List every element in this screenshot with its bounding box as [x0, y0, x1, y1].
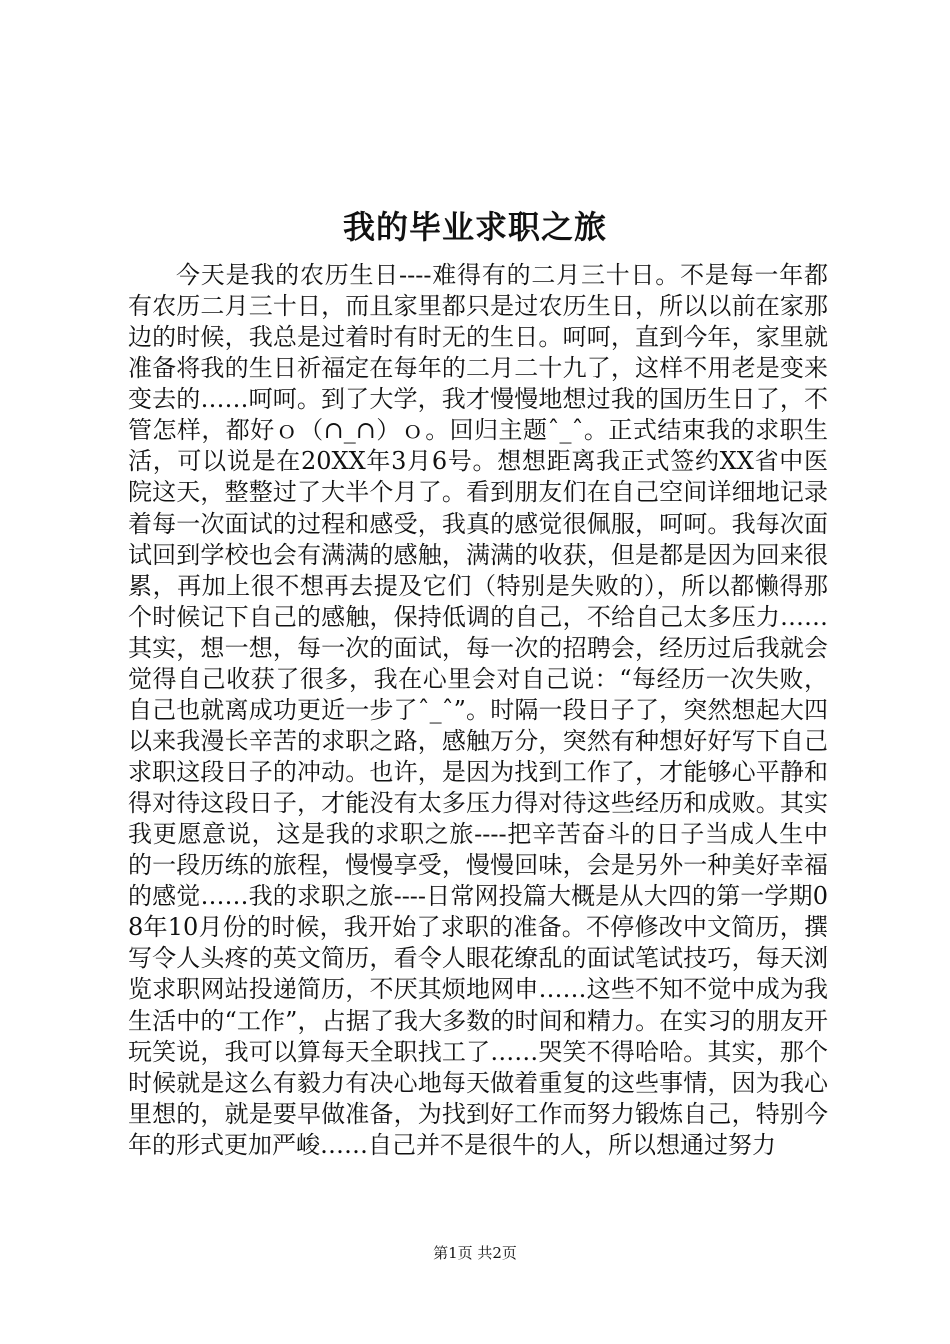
- document-title: 我的毕业求职之旅: [342, 208, 607, 247]
- document-body-paragraph: 今天是我的农历生日----难得有的二月三十日。不是每一年都有农历二月三十日，而且家里都只是过农历生日，所以以前在家那边的时候，我总是过着时有时无的生日。呵呵，直到今年，家里就准备将我的生日祈福定在每年的二月二十九了，这样不用老是变来变去的……呵呵。到了大学，我才慢慢地想过我的国历生日了，不管怎样，都好ｏ（∩_∩）ｏ。回归主题ˆ_ˆ。正式结束我的求职生活，可以说是在20XX年3月6号。想想距离我正式签约XX省中医院这天，整整过了大半个月了。看到朋友们在自己空间详细地记录着每一次面试的过程和感受，我真的感觉很佩服，呵呵。我每次面试回到学校也会有满满的感触，满满的收获，但是都是因为回来很累，再加上很不想再去提及它们（特别是失败的），所以都懒得那个时候记下自己的感触，保持低调的自己，不给自己太多压力……其实，想一想，每一次的面试，每一次的招聘会，经历过后我就会觉得自己收获了很多，我在心里会对自己说：“每经历一次失败，自己也就离成功更近一步了ˆ_ˆ”。时隔一段日子了，突然想起大四以来我漫长辛苦的求职之路，感触万分，突然有种想好好写下自己求职这段日子的冲动。也许，是因为找到工作了，才能够心平静和得对待这段日子，才能没有太多压力得对待这些经历和成败。其实我更愿意说，这是我的求职之旅----把辛苦奋斗的日子当成人生中的一段历练的旅程，慢慢享受，慢慢回味，会是另外一种美好幸福的感觉……我的求职之旅----日常网投篇大概是从大四的第一学期08年10月份的时候，我开始了求职的准备。不停修改中文简历，撰写令人头疼的英文简历，看令人眼花缭乱的面试笔试技巧，每天浏览求职网站投递简历，不厌其烦地网申……这些不知不觉中成为我生活中的“工作”，占据了我大多数的时间和精力。在实习的朋友开玩笑说，我可以算每天全职找工了……哭笑不得哈哈。其实，那个时候就是这么有毅力有决心地每天做着重复的这些事情，因为我心里想的，就是要早做准备，为找到好工作而努力锻炼自己，特别今年的形式更加严峻……自己并不是很牛的人，所以想通过努力: [128, 261, 828, 1159]
- page-number-footer: 第1页 共2页: [433, 1244, 517, 1262]
